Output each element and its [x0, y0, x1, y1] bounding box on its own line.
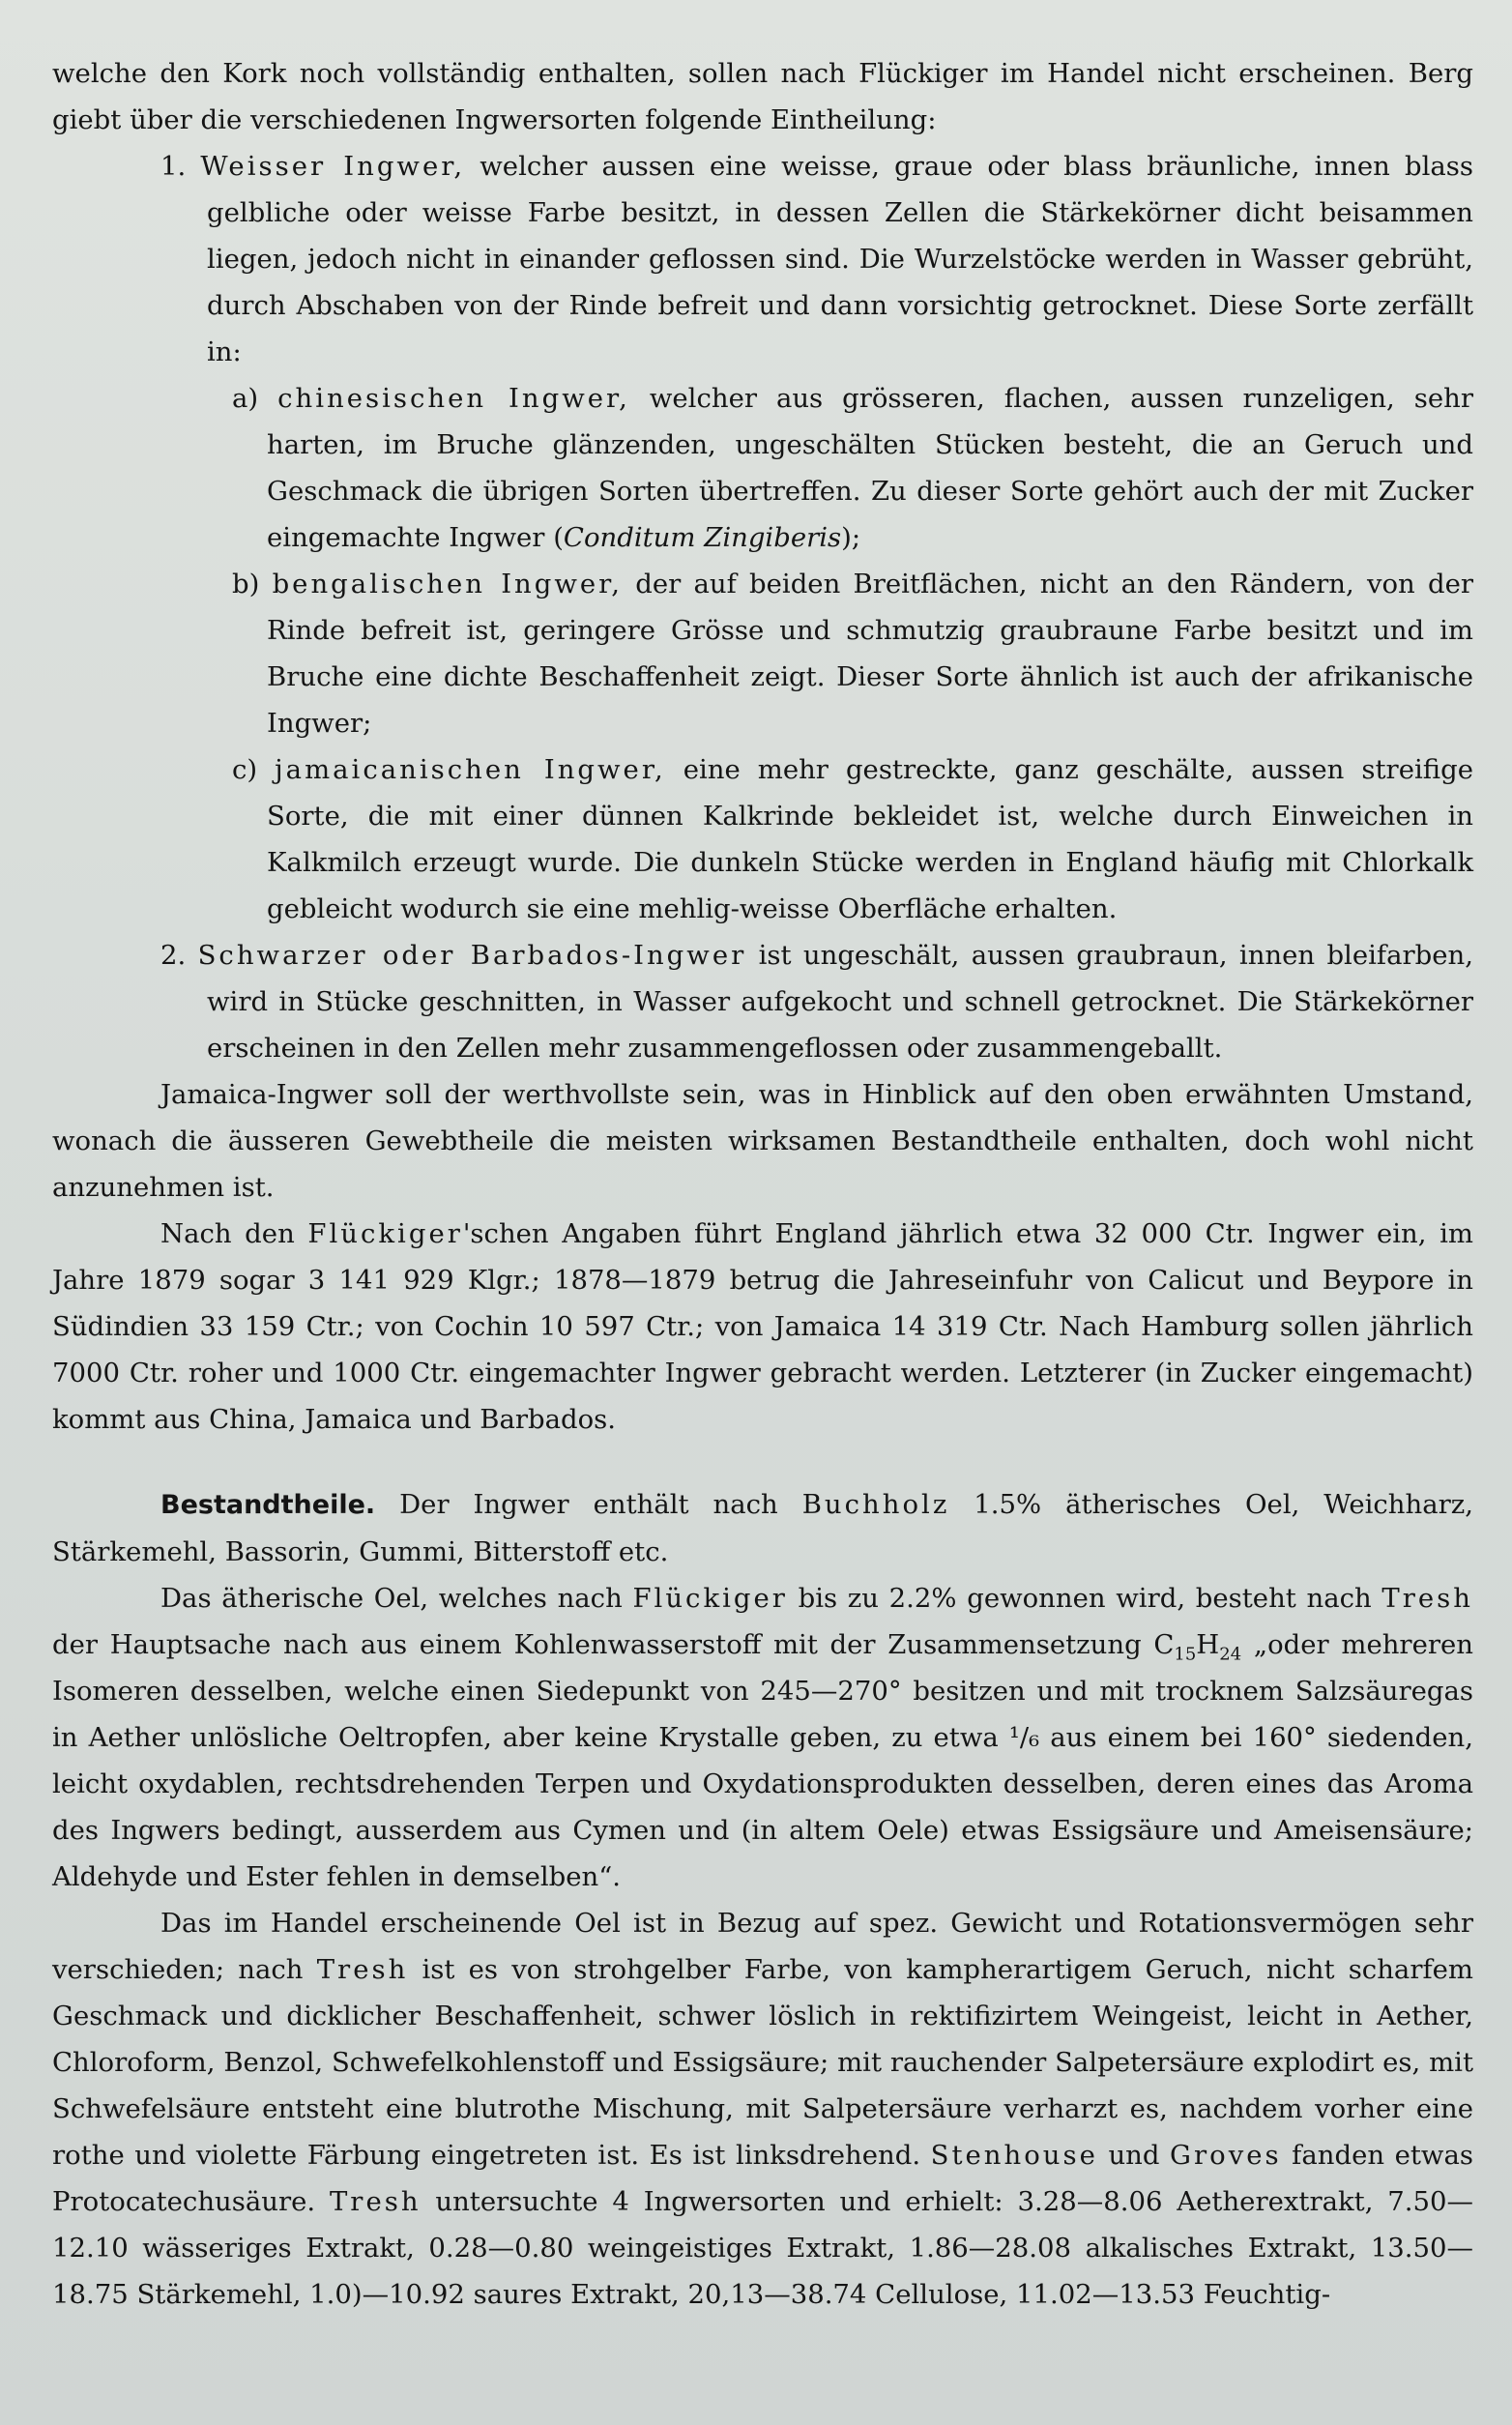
latin-term: Conditum Zingiberis [563, 522, 842, 553]
author-name: Buchholz [801, 1489, 950, 1520]
term-weisser-ingwer: Weisser Ingwer, [200, 151, 466, 182]
term-chinesischen-ingwer: chinesischen Ingwer, [277, 383, 630, 414]
author-name: Tresh [316, 1954, 409, 1985]
list-letter: a) [232, 383, 259, 414]
paragraph-text: und [1097, 2140, 1171, 2171]
paragraph-text: Jamaica-Ingwer soll der werthvollste sein, was in Hinblick auf den oben erwähnten Umstand, wonach die äusseren Gewebtheile die meisten wirksamen Bestandtheile enthalten, doch wohl nicht anzunehmen ist. [52, 1079, 1473, 1203]
list-item-2 [52, 932, 1473, 1071]
author-name: Stenhouse [930, 2140, 1098, 2171]
author-name: Tresh [1381, 1583, 1473, 1614]
paragraph-text: Das ätherische Oel, welches nach [160, 1583, 633, 1614]
list-number: 1. [160, 151, 187, 182]
fraction: ¹/₆ [1008, 1722, 1040, 1753]
paragraph-bestandtheile [52, 1481, 1473, 1575]
term-schwarzer-ingwer: Schwarzer oder Barbados-Ingwer [197, 940, 747, 971]
list-item-a [52, 375, 1473, 561]
formula-subscript: 15 [1174, 1644, 1197, 1665]
author-name: Flückiger [307, 1218, 463, 1249]
paragraph-text: Nach den [160, 1218, 308, 1249]
paragraph-text: Das im Handel erscheinende Oel ist in Bezug auf spez. Gewicht und Rotationsvermögen sehr verschieden; nach [52, 1908, 1473, 1985]
author-name: Tresh [329, 2186, 422, 2217]
paragraph-oel [52, 1575, 1473, 1900]
paragraph-text: untersuchte 4 Ingwersorten und erhielt: 3.28—8.06 Aetherextrakt, 7.50—12.10 wässeriges Extrakt, 0.28—0.80 weingeistiges Extrakt, 1.86—28.08 alkalisches Extrakt, 13.50—18.75 Stärkemehl, 1.0)—10.92 saures Extrakt, 20,13—38.74 Cellulose, 11.02—13.53 Feuchtig- [52, 2186, 1473, 2310]
paragraph-text: bis zu 2.2% gewonnen wird, besteht nach [787, 1583, 1382, 1614]
paragraph-text: ist es von strohgelber Farbe, von kampherartigem Geruch, nicht scharfem Geschmack und dicklicher Beschaffenheit, schwer löslich in rektifizirtem Weingeist, leicht in Aether, Chloroform, Benzol, Schwefelkohlenstoff und Essigsäure; mit rauchender Salpetersäure explodirt es, mit Schwefelsäure entsteht eine blutrothe Mischung, mit Salpetersäure verharzt es, nachdem vorher eine rothe und violette Färbung eingetreten ist. Es ist linksdrehend. [52, 1954, 1473, 2171]
paragraph-text: 1.5% ätherisches Oel, Weichharz, Stärkemehl, Bassorin, Gummi, Bitterstoff etc. [52, 1489, 1473, 1567]
paragraph-text: „oder mehreren Isomeren desselben, welche einen Siedepunkt von 245—270° besitzen und mit trocknem Salzsäuregas in Aether unlösliche Oeltropfen, aber keine Krystalle geben, zu etwa [52, 1629, 1473, 1753]
section-gap [52, 1443, 1473, 1481]
intro-text: welche den Kork noch vollständig enthalten, sollen nach Flückiger im Handel nicht erscheinen. Berg giebt über die verschiedenen Ingwersorten folgende Eintheilung: [52, 58, 1473, 135]
paragraph-text: 'schen Angaben führt England jährlich etwa 32 000 Ctr. Ingwer ein, im Jahre 1879 sogar 3 141 929 Klgr.; 1878—1879 betrug die Jahreseinfuhr von Calicut und Beypore in Südindien 33 159 Ctr.; von Cochin 10 597 Ctr.; von Jamaica 14 319 Ctr. Nach Hamburg sollen jährlich 7000 Ctr. roher und 1000 Ctr. eingemachter Ingwer gebracht werden. Letzterer (in Zucker eingemacht) kommt aus China, Jamaica und Barbados. [52, 1218, 1473, 1435]
item-text: der auf beiden Breitflächen, nicht an den Rändern, von der Rinde befreit ist, geringere Grösse und schmutzig graubraune Farbe besitzt und im Bruche eine dichte Beschaffenheit zeigt. Dieser Sorte ähnlich ist auch der afrikanische Ingwer; [267, 569, 1473, 739]
section-heading: Bestandtheile. [160, 1490, 376, 1520]
item-end: ); [841, 522, 861, 553]
item-text: welcher aus grösseren, flachen, aussen runzeligen, sehr harten, im Bruche glänzenden, ungeschälten Stücken besteht, die an Geruch und Geschmack die übrigen Sorten übertreffen. Zu dieser Sorte gehört auch der mit Zucker eingemachte Ingwer ( [267, 383, 1473, 553]
author-name: Groves [1170, 2140, 1282, 2171]
author-name: Flückiger [632, 1583, 788, 1614]
paragraph-text: der Hauptsache nach aus einem Kohlenwasserstoff mit der Zusammensetzung C [52, 1629, 1175, 1660]
term-jamaicanischen-ingwer: jamaicanischen Ingwer, [275, 754, 666, 785]
formula-subscript: 24 [1219, 1644, 1242, 1665]
list-number: 2. [160, 940, 187, 971]
paragraph-text: fanden etwas Protocatechusäure. [52, 2140, 1473, 2217]
formula-element: H [1196, 1629, 1220, 1660]
item-text: ist ungeschält, aussen graubraun, innen bleifarben, wird in Stücke geschnitten, in Wasser aufgekocht und schnell getrocknet. Die Stärkekörner erscheinen in den Zellen mehr zusammengeflossen oder zusammengeballt. [207, 940, 1473, 1064]
paragraph-text: aus einem bei 160° siedenden, leicht oxydablen, rechtsdrehenden Terpen und Oxydationsprodukten desselben, deren eines das Aroma des Ingwers bedingt, ausserdem aus Cymen und (in altem Oele) etwas Essigsäure und Ameisensäure; Aldehyde und Ester fehlen in demselben“. [52, 1722, 1473, 1892]
list-item-b [52, 561, 1473, 746]
list-letter: b) [232, 569, 260, 599]
term-bengalischen-ingwer: bengalischen Ingwer, [272, 569, 624, 599]
paragraph-handel [52, 1900, 1473, 2318]
paragraph-jamaica [52, 1071, 1473, 1211]
list-letter: c) [232, 754, 258, 785]
list-item-c [52, 746, 1473, 932]
item-text: welcher aussen eine weisse, graue oder blass bräunliche, innen blass gelbliche oder weisse Farbe besitzt, in dessen Zellen die Stärkekörner dicht beisammen liegen, jedoch nicht in einander geflossen sind. Die Wurzelstöcke werden in Wasser gebrüht, durch Abschaben von der Rinde befreit und dann vorsichtig getrocknet. Diese Sorte zerfällt in: [207, 151, 1473, 367]
paragraph-import [52, 1211, 1473, 1443]
list-item-1 [52, 143, 1473, 375]
paragraph-text: Der Ingwer enthält nach [375, 1489, 802, 1520]
item-text: eine mehr gestreckte, ganz geschälte, aussen streifige Sorte, die mit einer dünnen Kalkrinde bekleidet ist, welche durch Einweichen in Kalkmilch erzeugt wurde. Die dunkeln Stücke werden in England häufig mit Chlorkalk gebleicht wodurch sie eine mehlig-weisse Oberfläche erhalten. [267, 754, 1473, 924]
paragraph-intro [52, 50, 1473, 143]
